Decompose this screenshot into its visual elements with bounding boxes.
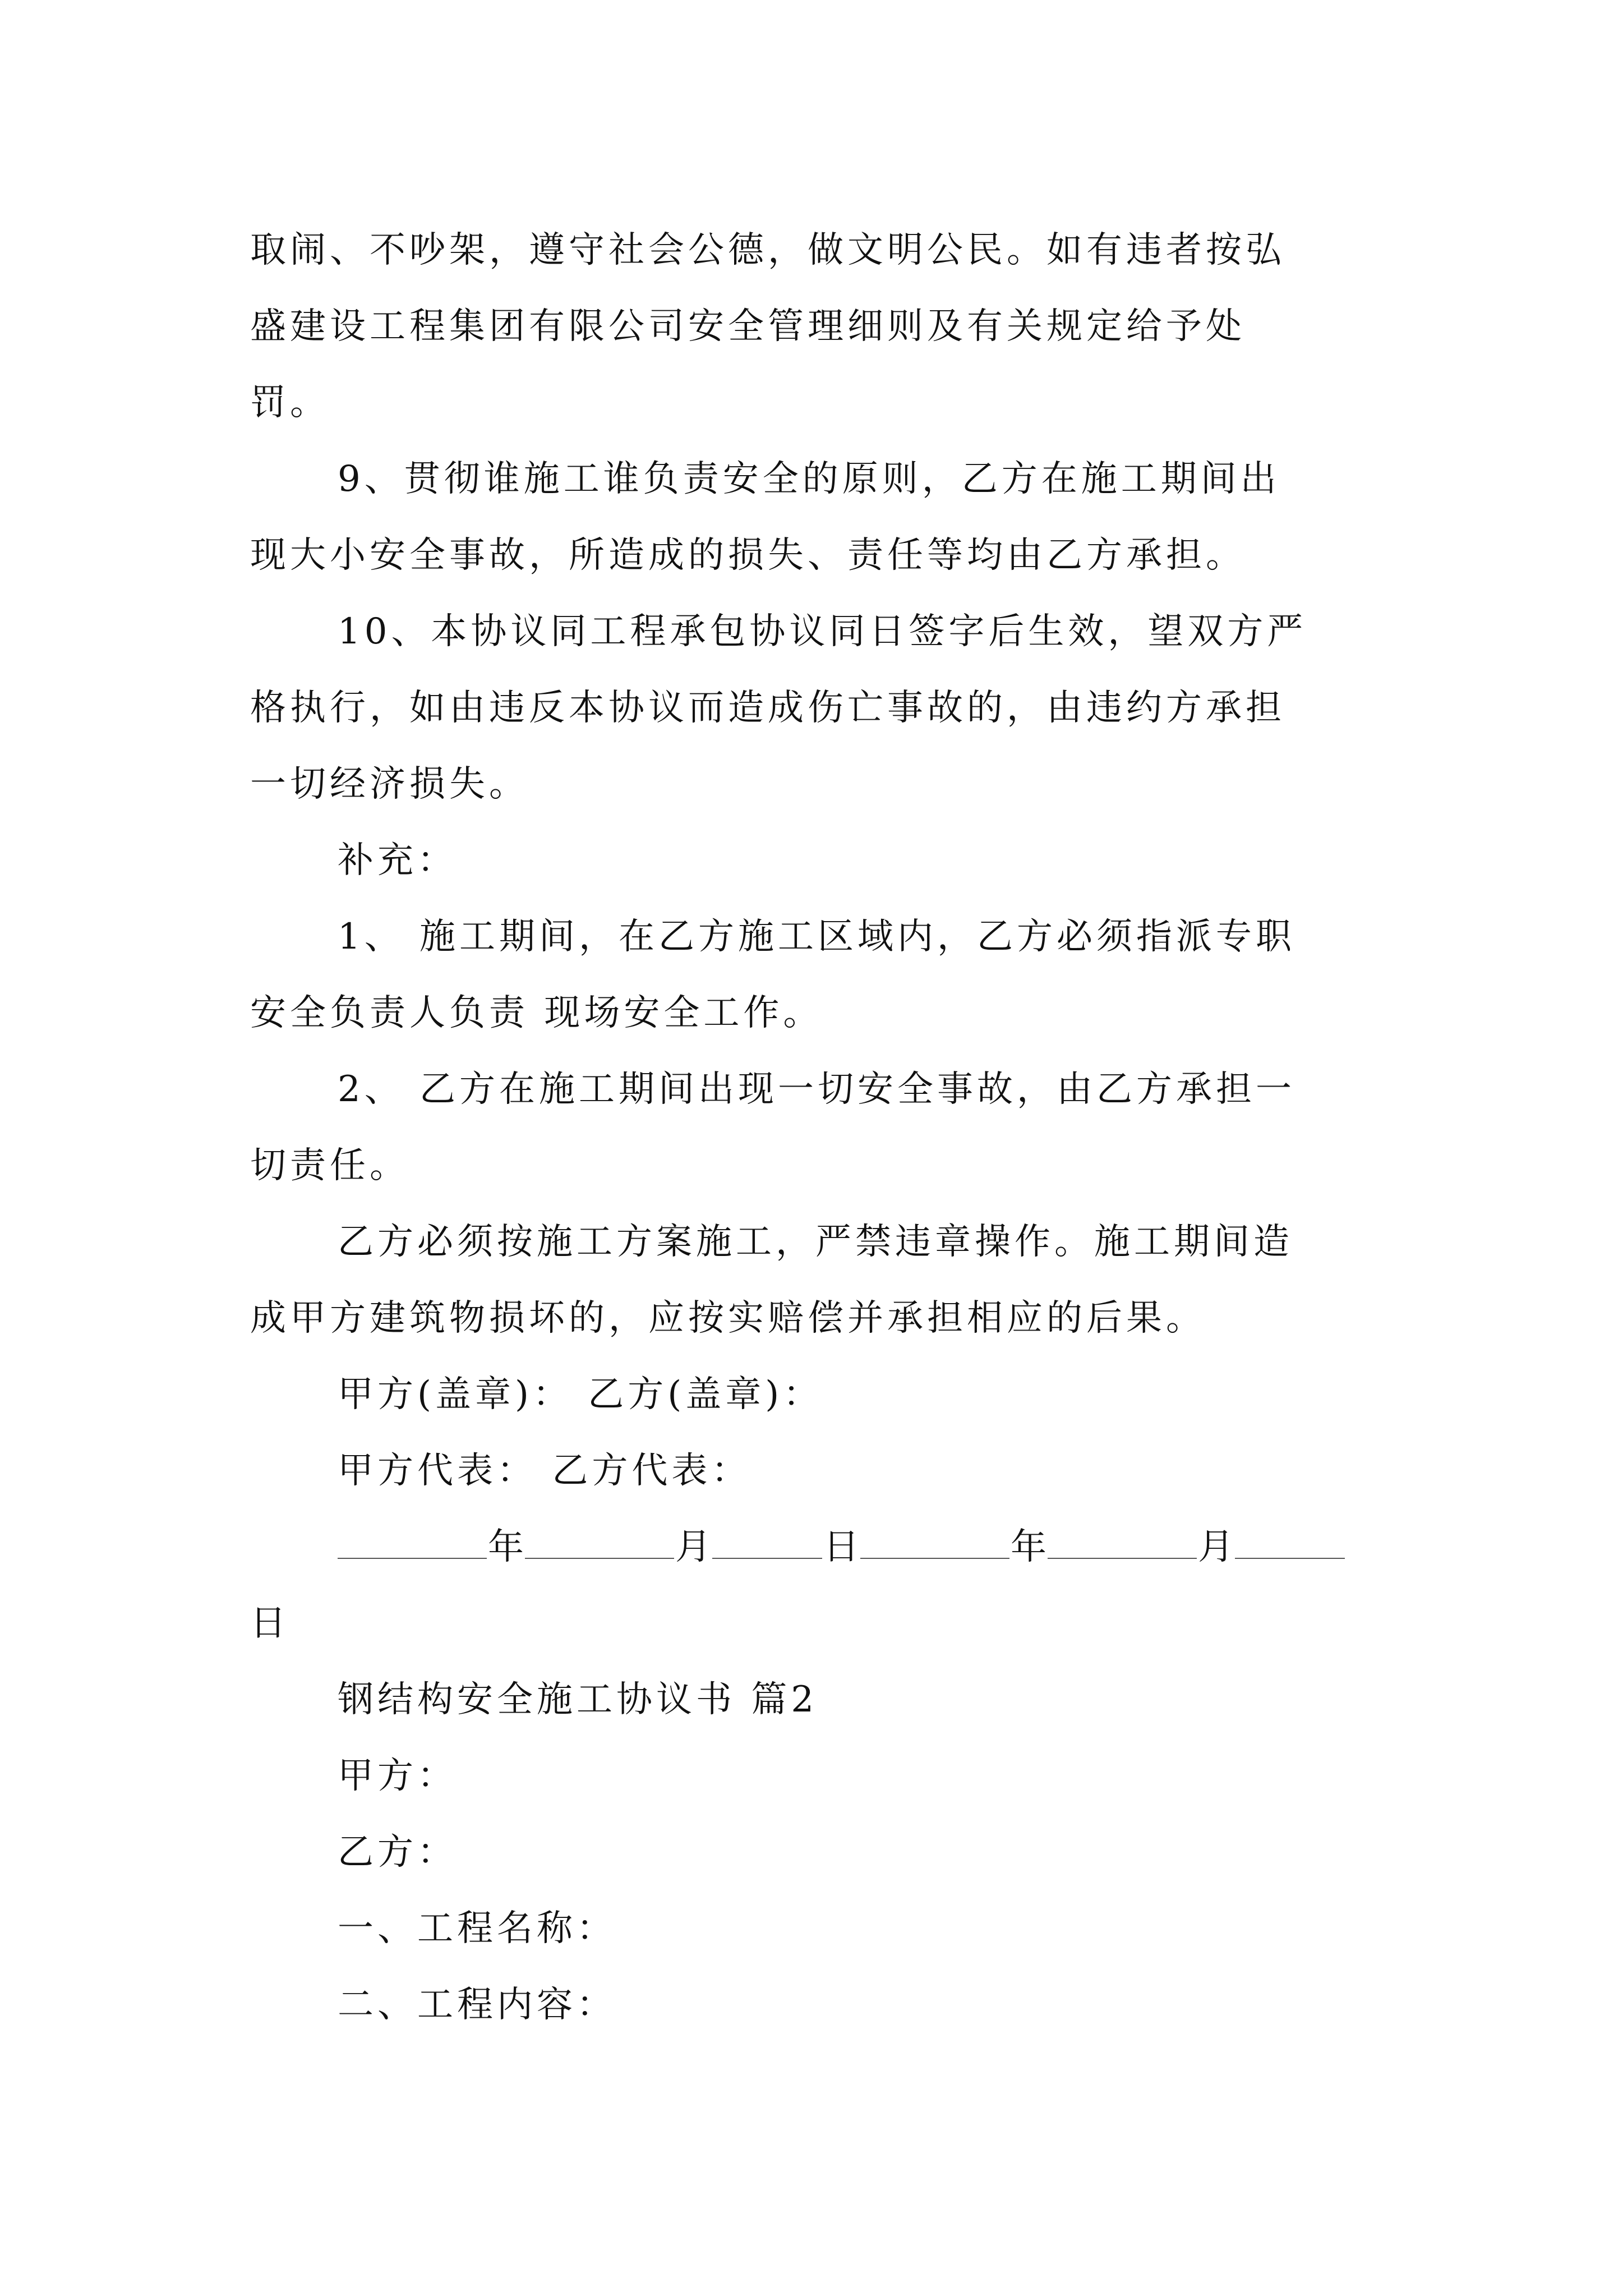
paragraph-line: 1、 施工期间，在乙方施工区域内，乙方必须指派专职 [338,916,1296,958]
project-content-label: 二、工程内容： [338,1984,616,2026]
section-title: 钢结构安全施工协议书 篇2 [338,1679,818,1720]
paragraph-line: 10、本协议同工程承包协议同日签字后生效，望双方严 [338,611,1307,652]
date-blank [860,1524,1009,1559]
paragraph-line: 安全负责人负责 现场安全工作。 [250,992,823,1034]
paragraph-line: 2、 乙方在施工期间出现一切安全事故，由乙方承担一 [338,1069,1296,1110]
supplement-heading: 补充： [338,840,457,881]
project-name-label: 一、工程名称： [338,1908,616,1949]
date-blank [1235,1524,1345,1559]
paragraph-line: 9、贯彻谁施工谁负责安全的原则，乙方在施工期间出 [338,458,1280,500]
date-blank [1048,1524,1197,1559]
date-unit: 年 [488,1526,524,1568]
date-line [250,1509,1377,1585]
date-blank [338,1524,487,1559]
date-tail: 日 [250,1603,290,1644]
paragraph-line: 乙方必须按施工方案施工，严禁违章操作。施工期间造 [338,1221,1293,1263]
date-unit: 月 [1198,1526,1234,1568]
party-b-label: 乙方： [338,1832,457,1873]
party-a-label: 甲方： [338,1755,457,1797]
paragraph-line: 盛建设工程集团有限公司安全管理细则及有关规定给予处 [250,306,1246,347]
document-body [250,212,1377,2043]
paragraph-line: 取闹、不吵架，遵守社会公德，做文明公民。如有违者按弘 [250,229,1285,271]
date-unit: 年 [1011,1526,1046,1568]
paragraph-line: 成甲方建筑物损坏的，应按实赔偿并承担相应的后果。 [250,1297,1206,1339]
paragraph-line: 罚。 [250,382,330,424]
date-blank [712,1524,822,1559]
seal-line: 甲方(盖章)： 乙方(盖章)： [338,1374,823,1415]
date-blank [525,1524,674,1559]
paragraph-line: 格执行，如由违反本协议而造成伤亡事故的，由违约方承担 [250,687,1285,729]
date-unit: 日 [823,1526,859,1568]
representative-line: 甲方代表： 乙方代表： [338,1450,751,1492]
paragraph-line: 一切经济损失。 [250,763,529,805]
paragraph-line: 现大小安全事故，所造成的损失、责任等均由乙方承担。 [250,535,1246,576]
date-unit: 月 [675,1526,711,1568]
paragraph-line: 切责任。 [250,1145,409,1186]
